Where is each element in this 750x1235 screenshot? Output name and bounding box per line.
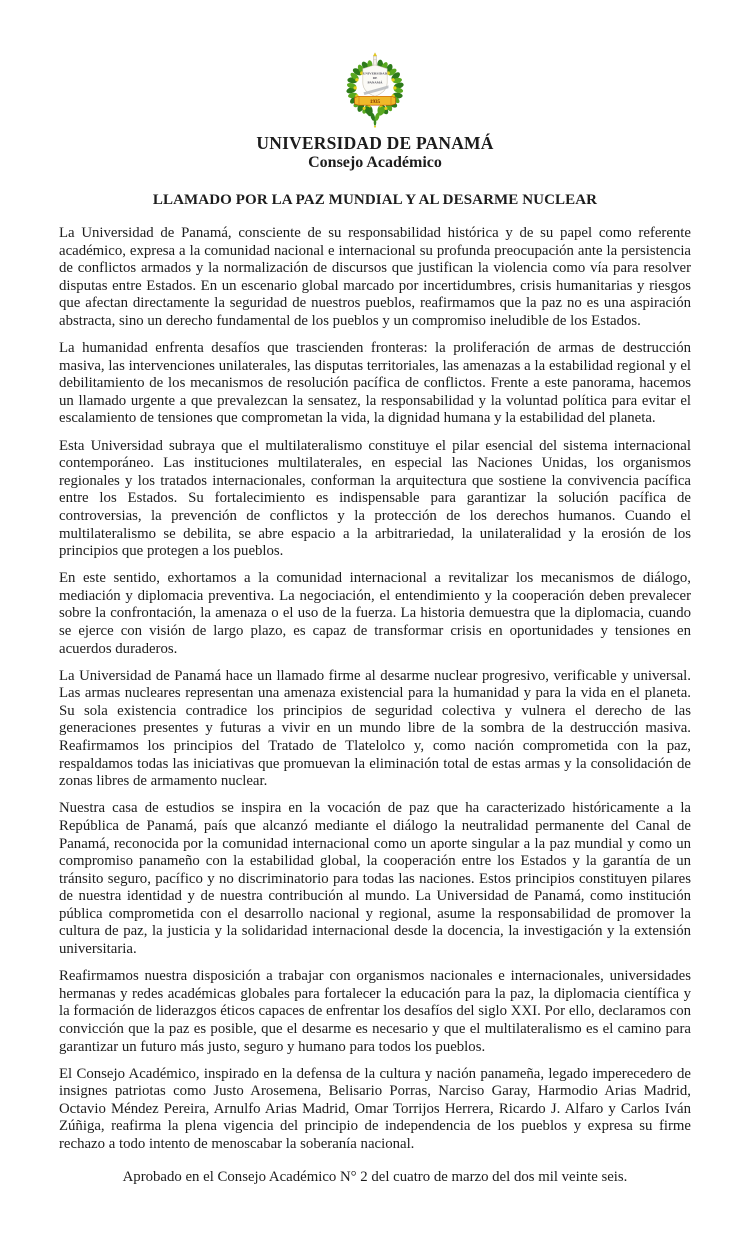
paragraph-4: En este sentido, exhortamos a la comunidad internacional a revitalizar los mecanismos de diálogo, mediación y diplomacia preventiva. La negociación, el entendimiento y la cooperación deben prevalecer sobre la confrontación, la amenaza o el uso de la fuerza. La historia demuestra que la diplomacia, cuando se ejerce con visión de largo plazo, es capaz de transformar crisis en oportunidades y tensiones en acuerdos duraderos. — [59, 570, 691, 657]
university-of-panama-seal-icon — [343, 52, 407, 129]
department-name: Consejo Académico — [308, 154, 442, 171]
seal-shield — [363, 65, 389, 96]
paragraph-5: La Universidad de Panamá hace un llamado firme al desarme nuclear progresivo, verificable y universal. Las armas nucleares representan una amenaza existencial para la humanidad y para la vida en el planeta. Su sola existencia contradice los principios de seguridad colectiva y vulnera el derecho de las generaciones presentes y futuras a vivir en un mundo libre de la sombra de la destrucción masiva. Reafirmamos los principios del Tratado de Tlatelolco y, como nación comprometida con la paz, respaldamos todas las iniciativas que promuevan la eliminación total de estas armas y la consolidación de zonas libres de armamento nuclear. — [59, 667, 691, 790]
paragraph-6: Nuestra casa de estudios se inspira en la vocación de paz que ha caracterizado históricamente a la República de Panamá, país que alcanzó mediante el diálogo la neutralidad permanente del Canal de Panamá, reconocida por la comunidad internacional como un aporte singular a la paz mundial y como un compromiso panameño con la estabilidad global, la cooperación entre los Estados y la garantía de un tránsito seguro, pacífico y no discriminatorio para todas las naciones. Estos principios constituyen pilares de nuestra identidad y de nuestra contribución al mundo. La Universidad de Panamá, como institución pública comprometida con el desarrollo nacional y regional, asume la responsabilidad de promover la cultura de paz, la justicia y la solidaridad internacional desde la docencia, la investigación y la extensión universitaria. — [59, 800, 691, 958]
seal-shield-text-line3: PANAMÁ — [367, 80, 383, 85]
paragraph-2: La humanidad enfrenta desafíos que trascienden fronteras: la proliferación de armas de destrucción masiva, las intervenciones unilaterales, las disputas territoriales, las amenazas a la estabilidad regional y el debilitamiento de los mecanismos de resolución pacífica de conflictos. Frente a este panorama, hacemos un llamado urgente a que prevalezcan la sensatez, la responsabilidad y la voluntad política para evitar el escalamiento de tensiones que comprometan la vida, la dignidad humana y la estabilidad del planeta. — [59, 340, 691, 427]
seal-year-text: 1935 — [369, 98, 381, 105]
seal-shield-text-line1: UNIVERSIDAD — [362, 71, 388, 76]
institution-name: UNIVERSIDAD DE PANAMÁ — [256, 133, 494, 153]
seal-year-banner — [355, 96, 396, 105]
paragraph-8: El Consejo Académico, inspirado en la defensa de la cultura y nación panameña, legado imperecedero de insignes patriotas como Justo Arosemena, Belisario Porras, Narciso Garay, Harmodio Arias Madrid, Octavio Méndez Pereira, Arnulfo Arias Madrid, Omar Torrijos Herrera, Ricardo J. Alfaro y Carlos Iván Zúñiga, reafirma la plena vigencia del principio de independencia de los pueblos y expresa su firme rechazo a todo intento de menoscabar la soberanía nacional. — [59, 1065, 691, 1152]
paragraph-1: La Universidad de Panamá, consciente de su responsabilidad histórica y de su papel como referente académico, expresa a la comunidad nacional e internacional su profunda preocupación ante la persistencia de conflictos armados y la normalización de discursos que justifican la violencia como vía para resolver disputas entre Estados. En un escenario global marcado por incertidumbres, crisis humanitarias y riesgos que afectan directamente la seguridad de nuestros pueblos, reafirmamos que la paz no es una aspiración abstracta, sino un derecho fundamental de los pueblos y un compromiso ineludible de los Estados. — [59, 225, 691, 329]
seal-shield-text-line2: DE — [372, 75, 378, 80]
paragraph-7: Reafirmamos nuestra disposición a trabajar con organismos nacionales e internacionales, universidades hermanas y redes académicas globales para fortalecer la educación para la paz, la diplomacia científica y la formación de liderazgos éticos capaces de enfrentar los desafíos del siglo XXI. Por ello, declaramos con convicción que la paz es posible, que el desarme es necesario y que el multilateralismo es el camino para garantizar un futuro más justo, seguro y humano para todos los pueblos. — [59, 968, 691, 1055]
document-body — [59, 225, 691, 1186]
approval-line: Aprobado en el Consejo Académico N° 2 del cuatro de marzo del dos mil veinte seis. — [122, 1168, 628, 1185]
document-title: LLAMADO POR LA PAZ MUNDIAL Y AL DESARME NUCLEAR — [152, 192, 598, 208]
seal-tail-leaves — [363, 105, 388, 127]
paragraph-3: Esta Universidad subraya que el multilateralismo constituye el pilar esencial del sistema internacional contemporáneo. Las instituciones multilaterales, en especial las Naciones Unidas, los organismos regionales y los tratados internacionales, conforman la arquitectura que sostiene la convivencia pacífica entre los Estados. Su fortalecimiento es indispensable para garantizar la solución pacífica de controversias, la prevención de conflictos y la protección de los derechos humanos. Cuando el multilateralismo se debilita, se abre espacio a la arbitrariedad, la unilateralidad y la erosión de los principios que protegen a los pueblos. — [59, 437, 691, 560]
